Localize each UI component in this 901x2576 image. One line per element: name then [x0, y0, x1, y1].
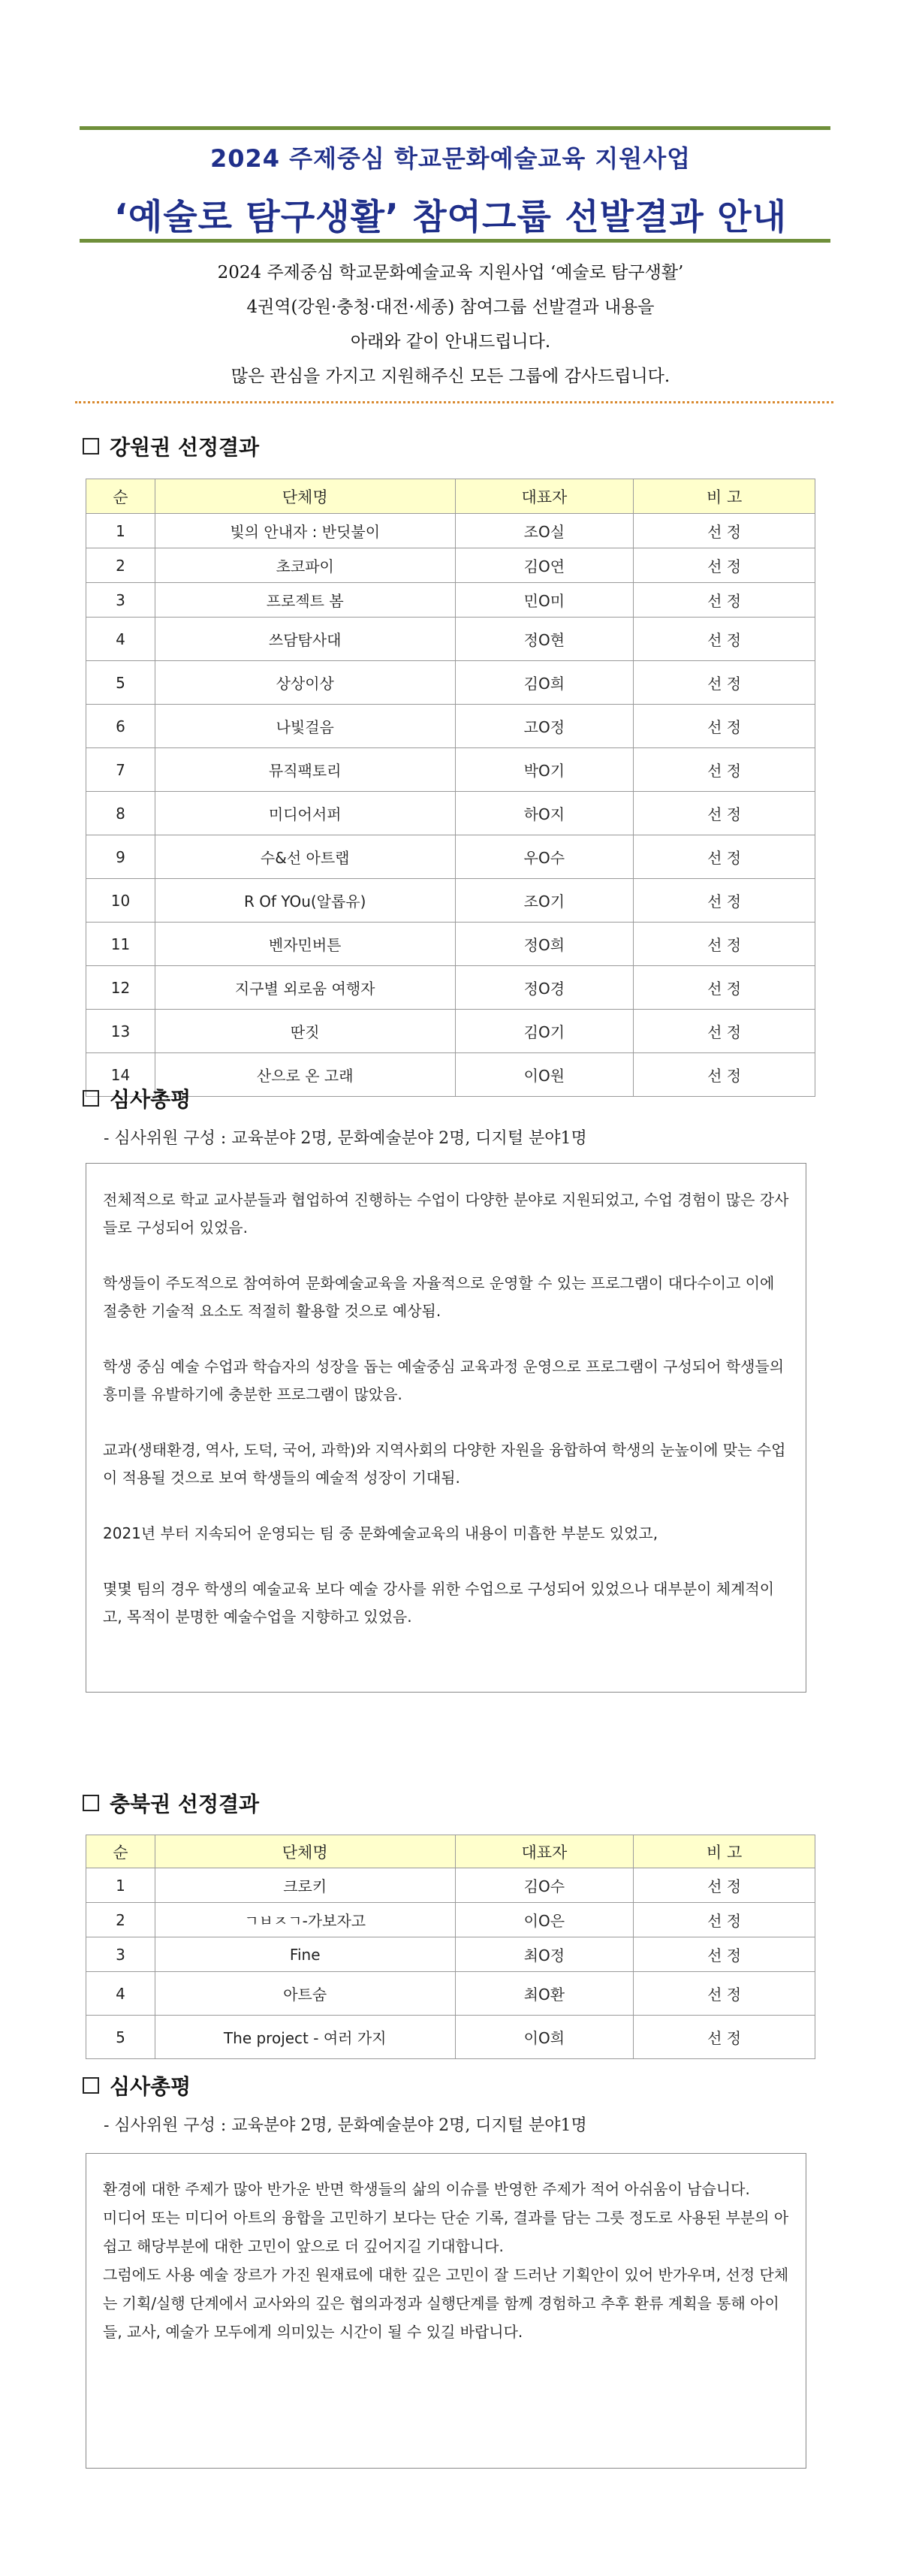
cell-no: 5 [86, 661, 155, 705]
table-row [86, 923, 815, 966]
cell-no: 6 [86, 705, 155, 748]
chungbuk-results-table [86, 1835, 815, 2059]
cell-group: 벤자민버튼 [155, 923, 455, 966]
cell-rep: 고O정 [455, 705, 634, 748]
cell-no: 3 [86, 583, 155, 618]
cell-no: 13 [86, 1010, 155, 1053]
cell-no: 14 [86, 1053, 155, 1097]
table-row [86, 2016, 815, 2059]
col-header-no: 순 [86, 1835, 155, 1868]
panel-composition: - 심사위원 구성 : 교육분야 2명, 문화예술분야 2명, 디지털 분야1명 [104, 1129, 587, 1148]
header-bottom-line [80, 239, 830, 243]
table-row [86, 705, 815, 748]
cell-group: 프로젝트 봄 [155, 583, 455, 618]
cell-rep: 정O경 [455, 966, 634, 1010]
cell-note: 선 정 [634, 618, 815, 661]
table-header-row [86, 1835, 815, 1868]
cell-note: 선 정 [634, 1010, 815, 1053]
cell-group: 수&선 아트랩 [155, 835, 455, 879]
dotted-divider [75, 401, 833, 403]
col-header-group: 단체명 [155, 479, 455, 514]
table-row [86, 1010, 815, 1053]
cell-no: 8 [86, 792, 155, 835]
cell-note: 선 정 [634, 1053, 815, 1097]
table-row [86, 548, 815, 583]
table-row [86, 835, 815, 879]
cell-note: 선 정 [634, 548, 815, 583]
cell-group: R Of YOu(알롭유) [155, 879, 455, 923]
review-paragraph: 몇몇 팀의 경우 학생의 예술교육 보다 예술 강사를 위한 수업으로 구성되어 있었으나 대부분이 체계적이고, 목적이 분명한 예술수업을 지향하고 있었음. [103, 1580, 775, 1626]
cell-no: 1 [86, 1868, 155, 1903]
cell-no: 10 [86, 879, 155, 923]
cell-rep: 김O희 [455, 661, 634, 705]
cell-group: 상상이상 [155, 661, 455, 705]
cell-rep: 정O현 [455, 618, 634, 661]
review-paragraph: 2021년 부터 지속되어 운영되는 팀 중 문화예술교육의 내용이 미흡한 부분도 있었고, [103, 1524, 658, 1542]
cell-rep: 김O기 [455, 1010, 634, 1053]
cell-no: 9 [86, 835, 155, 879]
intro-line: 4권역(강원·충청·대전·세종) 참여그룹 선발결과 내용을 [246, 297, 655, 317]
cell-no: 4 [86, 618, 155, 661]
cell-note: 선 정 [634, 1937, 815, 1972]
cell-rep: 하O지 [455, 792, 634, 835]
table-row [86, 618, 815, 661]
cell-rep: 최O환 [455, 1972, 634, 2016]
cell-no: 4 [86, 1972, 155, 2016]
cell-group: 뮤직팩토리 [155, 748, 455, 792]
cell-rep: 조O기 [455, 879, 634, 923]
review-paragraph: 교과(생태환경, 역사, 도덕, 국어, 과학)와 지역사회의 다양한 자원을 융합하여 학생의 눈높이에 맞는 수업이 적용될 것으로 보여 학생들의 예술적 성장이 기대됨. [103, 1441, 786, 1487]
table-row [86, 1903, 815, 1937]
cell-no: 5 [86, 2016, 155, 2059]
cell-rep: 이O희 [455, 2016, 634, 2059]
page-title-line1: 2024 주제중심 학교문화예술교육 지원사업 [209, 144, 692, 173]
col-header-rep: 대표자 [455, 1835, 634, 1868]
cell-group: 나빛걸음 [155, 705, 455, 748]
checkbox-square-icon [83, 1090, 99, 1107]
cell-note: 선 정 [634, 2016, 815, 2059]
cell-group: ㄱㅂㅈㄱ-가보자고 [155, 1903, 455, 1937]
cell-rep: 김O연 [455, 548, 634, 583]
cell-group: 빛의 안내자 : 반딧불이 [155, 514, 455, 548]
table-row [86, 748, 815, 792]
cell-note: 선 정 [634, 879, 815, 923]
col-header-no: 순 [86, 479, 155, 514]
cell-no: 7 [86, 748, 155, 792]
cell-note: 선 정 [634, 748, 815, 792]
table-row [86, 1053, 815, 1097]
cell-rep: 정O희 [455, 923, 634, 966]
col-header-group: 단체명 [155, 1835, 455, 1868]
cell-rep: 최O정 [455, 1937, 634, 1972]
section-title-text: 심사총평 [110, 1087, 191, 1112]
cell-note: 선 정 [634, 514, 815, 548]
gangwon-results-table [86, 479, 815, 1097]
cell-note: 선 정 [634, 1868, 815, 1903]
header-top-line [80, 126, 830, 130]
checkbox-square-icon [83, 2077, 99, 2094]
section-title-gangwon [83, 431, 259, 461]
table-row [86, 879, 815, 923]
cell-no: 12 [86, 966, 155, 1010]
cell-rep: 박O기 [455, 748, 634, 792]
cell-note: 선 정 [634, 705, 815, 748]
cell-note: 선 정 [634, 1972, 815, 2016]
col-header-note: 비 고 [634, 1835, 815, 1868]
section-title-text: 충북권 선정결과 [110, 1792, 260, 1816]
table-row [86, 1868, 815, 1903]
table-row [86, 583, 815, 618]
table-row [86, 661, 815, 705]
cell-rep: 민O미 [455, 583, 634, 618]
page-title-line2: ‘예술로 탐구생활’ 참여그룹 선발결과 안내 [114, 197, 787, 238]
cell-group: 아트숨 [155, 1972, 455, 2016]
table-header-row [86, 479, 815, 514]
review-paragraph: 학생 중심 예술 수업과 학습자의 성장을 돕는 예술중심 교육과정 운영으로 프로그램이 구성되어 학생들의 흥미를 유발하기에 충분한 프로그램이 많았음. [103, 1357, 785, 1403]
col-header-rep: 대표자 [455, 479, 634, 514]
cell-group: 지구별 외로움 여행자 [155, 966, 455, 1010]
cell-group: 미디어서퍼 [155, 792, 455, 835]
cell-no: 1 [86, 514, 155, 548]
chungbuk-review-box [86, 2153, 806, 2469]
review-paragraph: 학생들이 주도적으로 참여하여 문화예술교육을 자율적으로 운영할 수 있는 프로그램이 대다수이고 이에 절충한 기술적 요소도 적절히 활용할 것으로 예상됨. [103, 1274, 775, 1320]
cell-group: 딴짓 [155, 1010, 455, 1053]
cell-note: 선 정 [634, 1903, 815, 1937]
intro-text [0, 255, 901, 394]
cell-group: 크로키 [155, 1868, 455, 1903]
cell-note: 선 정 [634, 923, 815, 966]
cell-group: 산으로 온 고래 [155, 1053, 455, 1097]
cell-note: 선 정 [634, 661, 815, 705]
table-row [86, 966, 815, 1010]
table-row [86, 514, 815, 548]
table-row [86, 1937, 815, 1972]
cell-group: 쓰담탐사대 [155, 618, 455, 661]
cell-note: 선 정 [634, 583, 815, 618]
cell-note: 선 정 [634, 966, 815, 1010]
cell-no: 2 [86, 548, 155, 583]
review-paragraph: 그럼에도 사용 예술 장르가 가진 원재료에 대한 깊은 고민이 잘 드러난 기획안이 있어 반가우며, 선정 단체는 기획/실행 단계에서 교사와의 깊은 협의과정과 실행단계를 함께 경험하고 추후 환류 계획을 통해 아이들, 교사, 예술가 모두에게 의미있는 시간이 될 수 있길 바랍니다. [103, 2266, 789, 2341]
section-title-chungbuk [83, 1788, 259, 1818]
cell-rep: 이O원 [455, 1053, 634, 1097]
section-title-text: 강원권 선정결과 [110, 435, 260, 460]
intro-line: 아래와 같이 안내드립니다. [350, 332, 551, 352]
cell-group: The project - 여러 가지 [155, 2016, 455, 2059]
review-paragraph: 환경에 대한 주제가 많아 반가운 반면 학생들의 삶의 이슈를 반영한 주제가 적어 아쉬움이 남습니다. [103, 2180, 750, 2198]
cell-no: 3 [86, 1937, 155, 1972]
cell-no: 2 [86, 1903, 155, 1937]
cell-rep: 이O은 [455, 1903, 634, 1937]
intro-line: 2024 주제중심 학교문화예술교육 지원사업 ‘예술로 탐구생활’ [217, 263, 684, 282]
intro-line: 많은 관심을 가지고 지원해주신 모든 그룹에 감사드립니다. [231, 367, 670, 386]
section-title-chungbuk-review [83, 2070, 191, 2100]
cell-rep: 우O수 [455, 835, 634, 879]
cell-group: Fine [155, 1937, 455, 1972]
col-header-note: 비 고 [634, 479, 815, 514]
table-row [86, 792, 815, 835]
checkbox-square-icon [83, 1795, 99, 1811]
cell-group: 초코파이 [155, 548, 455, 583]
section-title-gangwon-review [83, 1083, 191, 1113]
cell-rep: 김O수 [455, 1868, 634, 1903]
cell-note: 선 정 [634, 792, 815, 835]
review-paragraph: 전체적으로 학교 교사분들과 협업하여 진행하는 수업이 다양한 분야로 지원되었고, 수업 경험이 많은 강사들로 구성되어 있었음. [103, 1191, 789, 1237]
gangwon-review-box [86, 1163, 806, 1693]
review-paragraph: 미디어 또는 미디어 아트의 융합을 고민하기 보다는 단순 기록, 결과를 담는 그릇 정도로 사용된 부분의 아쉽고 해당부분에 대한 고민이 앞으로 더 깊어지길 기대합니다. [103, 2209, 789, 2255]
checkbox-square-icon [83, 438, 99, 454]
section-title-text: 심사총평 [110, 2074, 191, 2099]
cell-rep: 조O실 [455, 514, 634, 548]
panel-composition: - 심사위원 구성 : 교육분야 2명, 문화예술분야 2명, 디지털 분야1명 [104, 2116, 587, 2135]
table-row [86, 1972, 815, 2016]
cell-note: 선 정 [634, 835, 815, 879]
cell-no: 11 [86, 923, 155, 966]
